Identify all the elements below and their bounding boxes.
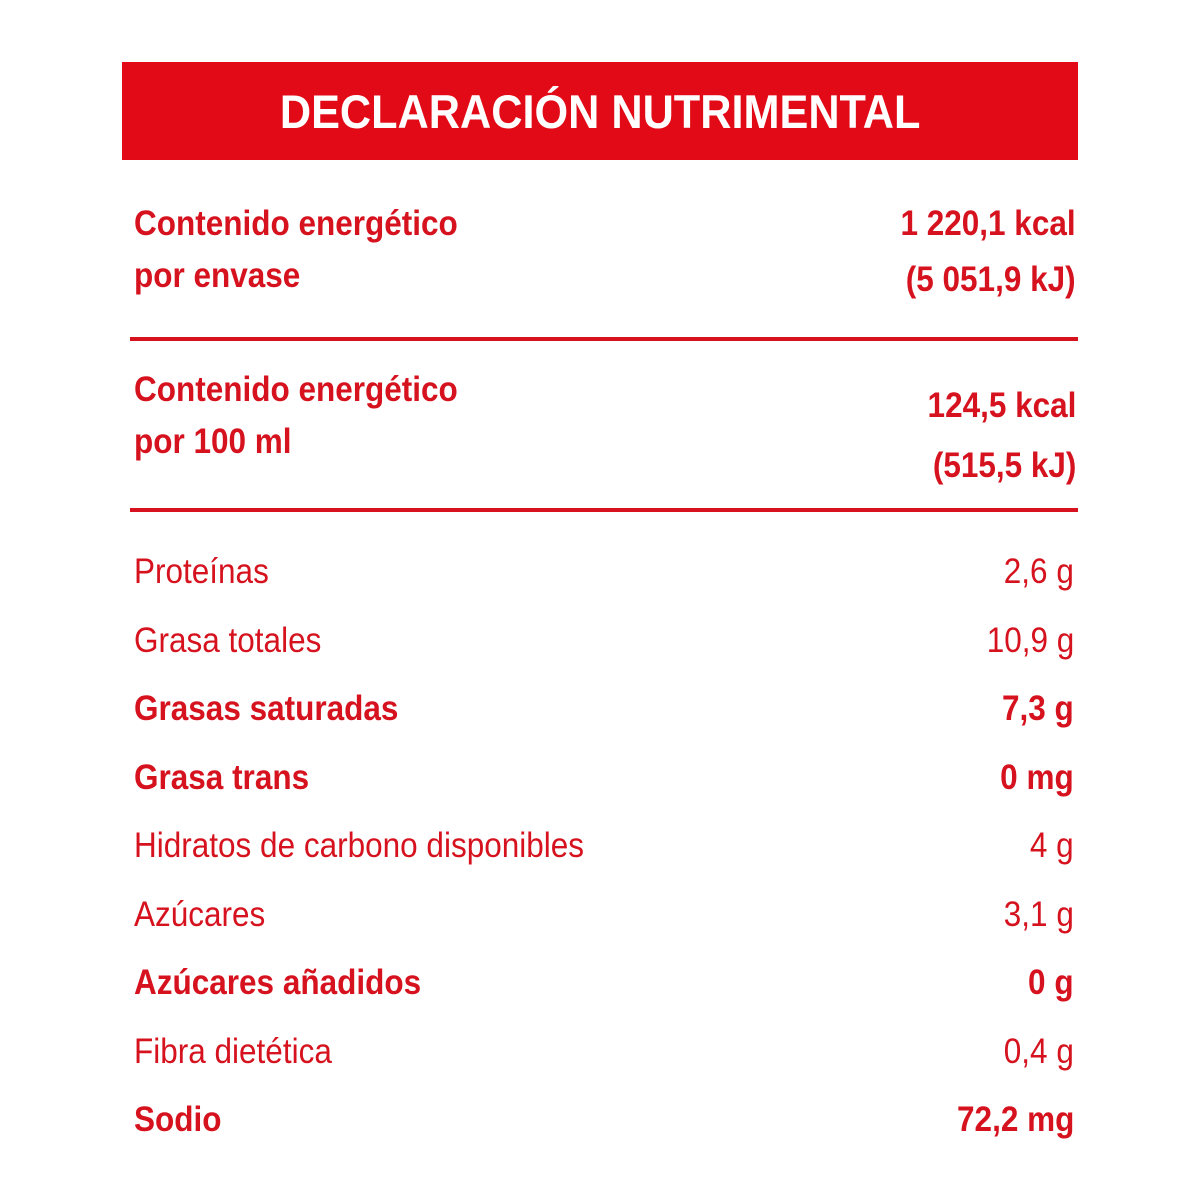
divider-1 bbox=[130, 337, 1078, 341]
energy-per-package-label bbox=[134, 198, 458, 302]
nutrient-row bbox=[134, 684, 1074, 734]
nutrient-value: 0,4 g bbox=[1003, 1031, 1074, 1071]
nutrient-label: Azúcares añadidos bbox=[134, 963, 422, 1002]
energy-per-package-row bbox=[134, 198, 1076, 308]
nutrition-header-banner bbox=[122, 62, 1078, 160]
nutrient-label: Azúcares bbox=[134, 894, 266, 934]
nutrient-row bbox=[134, 1095, 1074, 1145]
energy-per-package-value bbox=[901, 198, 1076, 306]
energy-per-100ml-value bbox=[927, 380, 1076, 492]
nutrient-label: Sodio bbox=[134, 1100, 222, 1139]
nutrient-value: 2,6 g bbox=[1003, 552, 1074, 591]
nutrient-value: 72,2 mg bbox=[956, 1100, 1074, 1139]
nutrient-label: Fibra dietética bbox=[134, 1031, 332, 1071]
nutrient-label: Grasa totales bbox=[134, 620, 322, 660]
divider-2 bbox=[130, 508, 1078, 512]
nutrient-value: 7,3 g bbox=[1002, 689, 1074, 728]
energy-per-100ml-row bbox=[134, 364, 1076, 494]
energy-per-100ml-kcal: 124,5 kcal bbox=[927, 386, 1076, 425]
nutrient-value: 10,9 g bbox=[986, 620, 1074, 660]
energy-per-package-kcal: 1 220,1 kcal bbox=[900, 204, 1076, 243]
nutrient-row bbox=[134, 547, 1074, 597]
nutrient-row bbox=[134, 616, 1074, 666]
nutrient-row bbox=[134, 821, 1074, 871]
nutrient-row bbox=[134, 753, 1074, 803]
nutrient-row bbox=[134, 958, 1074, 1008]
nutrient-value: 4 g bbox=[1030, 826, 1074, 865]
energy-per-100ml-label-line2: por 100 ml bbox=[134, 422, 292, 461]
nutrient-label: Grasas saturadas bbox=[134, 689, 399, 728]
nutrient-row bbox=[134, 890, 1074, 940]
energy-per-package-label-line1: Contenido energético bbox=[134, 204, 458, 243]
nutrient-label: Grasa trans bbox=[134, 757, 310, 797]
nutrient-label: Proteínas bbox=[134, 552, 269, 591]
page-title: DECLARACIÓN NUTRIMENTAL bbox=[279, 84, 921, 138]
nutrient-row bbox=[134, 1027, 1074, 1077]
energy-per-100ml-label bbox=[134, 364, 458, 468]
energy-per-100ml-label-line1: Contenido energético bbox=[134, 370, 458, 409]
nutrient-value: 3,1 g bbox=[1003, 894, 1074, 934]
energy-per-package-kj: (5 051,9 kJ) bbox=[906, 260, 1076, 299]
energy-per-package-label-line2: por envase bbox=[134, 256, 301, 295]
nutrient-value: 0 mg bbox=[1000, 757, 1074, 797]
nutrient-value: 0 g bbox=[1028, 963, 1074, 1002]
nutrient-label: Hidratos de carbono disponibles bbox=[134, 826, 585, 865]
energy-per-100ml-kj: (515,5 kJ) bbox=[932, 446, 1076, 485]
